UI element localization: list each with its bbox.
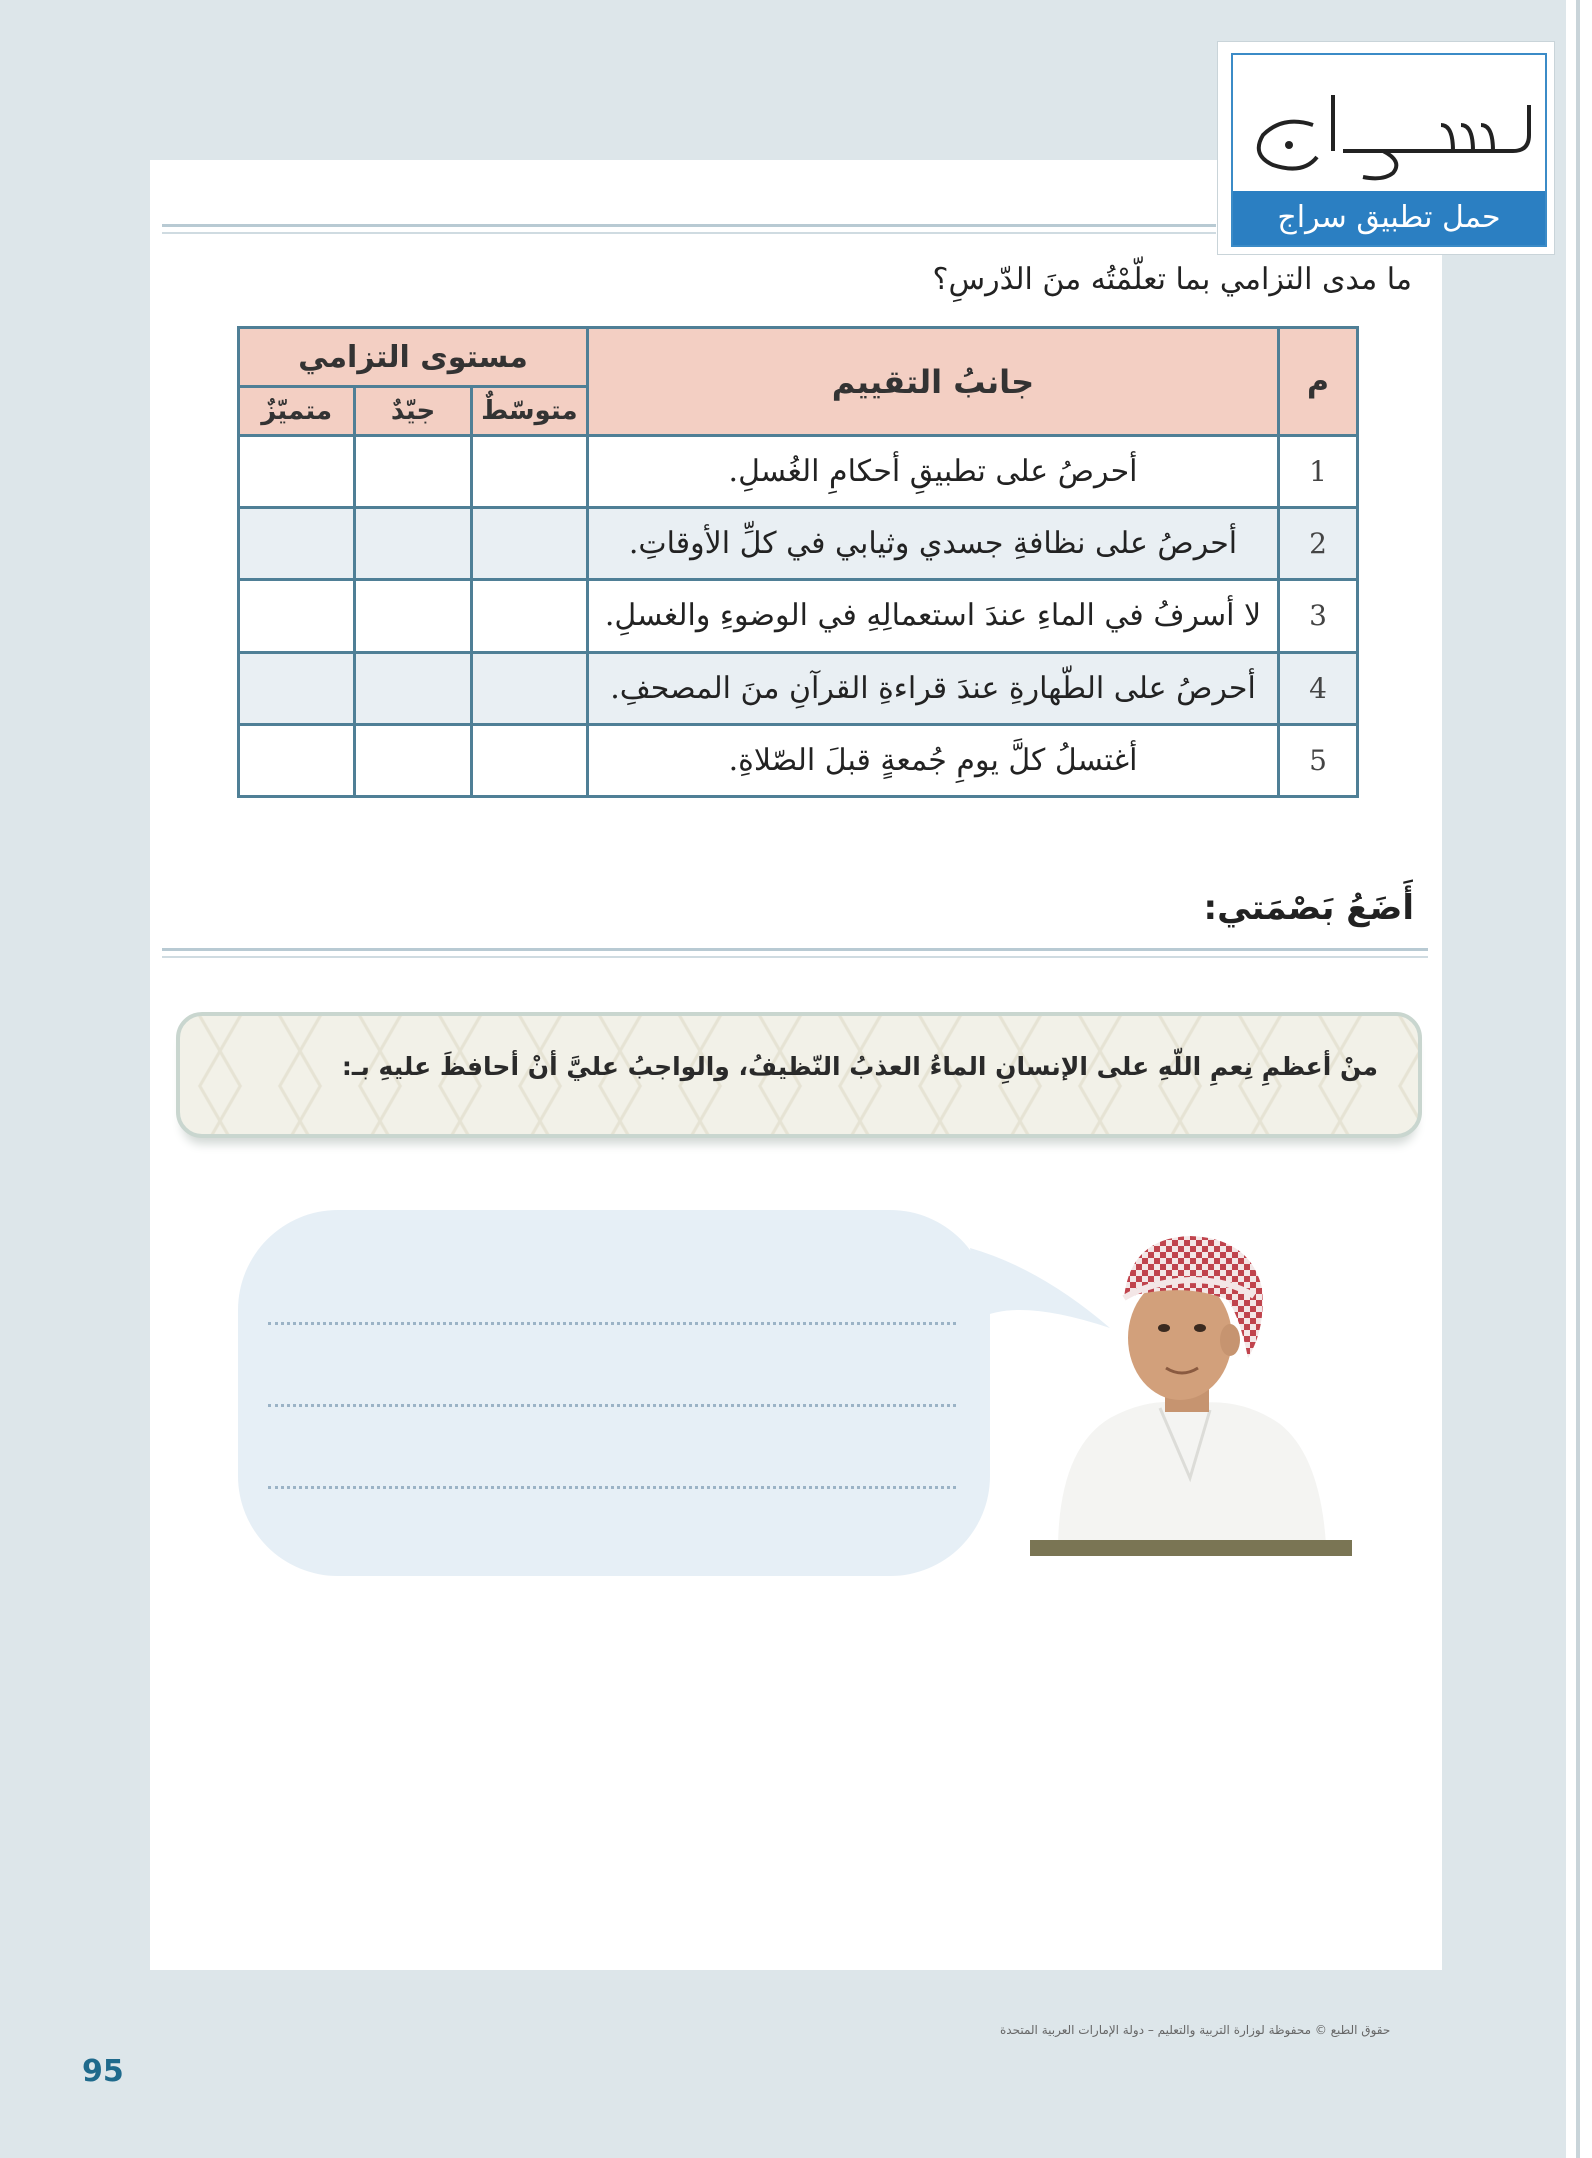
self-assessment-question: ما مدى التزامي بما تعلّمْتُه منَ الدّرسِ؟ [932,262,1412,297]
siraj-wordmark [1233,65,1545,185]
rating-cell-excellent[interactable] [239,580,355,652]
answer-line[interactable] [268,1486,956,1489]
speech-bubble [238,1210,990,1576]
row-aspect: أغتسلُ كلَّ يومِ جُمعةٍ قبلَ الصّلاةِ. [588,724,1279,796]
rating-cell-average[interactable] [471,508,587,580]
answer-line[interactable] [268,1322,956,1325]
rating-cell-average[interactable] [471,436,587,508]
row-number: 3 [1279,580,1358,652]
rating-cell-excellent[interactable] [239,724,355,796]
row-number: 5 [1279,724,1358,796]
table-row [239,724,1358,796]
table-row [239,436,1358,508]
section-title-my-imprint: أَضَعُ بَصْمَتي: [1203,888,1414,928]
rating-cell-good[interactable] [355,508,471,580]
rating-cell-average[interactable] [471,580,587,652]
boy-illustration [1040,1228,1340,1544]
header-commitment-level: مستوى التزامي [239,328,588,387]
top-rule [162,224,1216,227]
row-number: 2 [1279,508,1358,580]
header-aspect: جانبُ التقييم [588,328,1279,436]
row-number: 1 [1279,436,1358,508]
row-aspect: أحرصُ على تطبيقِ أحكامِ الغُسلِ. [588,436,1279,508]
row-aspect: لا أسرفُ في الماءِ عندَ استعمالِهِ في الوضوءِ والغسلِ. [588,580,1279,652]
header-number: م [1279,328,1358,436]
header-level-average: متوسّطٌ [471,387,587,436]
rating-cell-good[interactable] [355,580,471,652]
rating-cell-average[interactable] [471,652,587,724]
rating-cell-good[interactable] [355,436,471,508]
prompt-text: منْ أعظمِ نِعمِ اللّهِ على الإنسانِ الماءُ العذبُ النّظيفُ، والواجبُ عليَّ أنْ أحافظَ عليهِ بـ: [341,1052,1378,1081]
table-row [239,652,1358,724]
rating-cell-excellent[interactable] [239,436,355,508]
rating-cell-excellent[interactable] [239,652,355,724]
prompt-box [176,1012,1422,1138]
right-margin-strip [1566,0,1592,2158]
rating-cell-average[interactable] [471,724,587,796]
row-aspect: أحرصُ على الطّهارةِ عندَ قراءةِ القرآنِ منَ المصحفِ. [588,652,1279,724]
rating-cell-excellent[interactable] [239,508,355,580]
self-assessment-table [237,326,1359,798]
table-row [239,508,1358,580]
image-pedestal-bar [1030,1540,1352,1556]
row-number: 4 [1279,652,1358,724]
table-row [239,580,1358,652]
top-rule-thin [162,232,1216,234]
copyright-note: حقوق الطبع © محفوظة لوزارة التربية والتعليم – دولة الإمارات العربية المتحدة [1000,2023,1391,2037]
row-aspect: أحرصُ على نظافةِ جسدي وثيابي في كلِّ الأوقاتِ. [588,508,1279,580]
rating-cell-good[interactable] [355,652,471,724]
section-rule-thin [162,956,1428,958]
answer-line[interactable] [268,1404,956,1407]
siraj-logo[interactable] [1218,42,1554,254]
header-level-good: جيّدٌ [355,387,471,436]
siraj-app-band: حمل تطبيق سراج [1233,191,1545,245]
section-rule [162,948,1428,951]
header-level-excellent: متميّزٌ [239,387,355,436]
page-number: 95 [82,2054,124,2089]
rating-cell-good[interactable] [355,724,471,796]
